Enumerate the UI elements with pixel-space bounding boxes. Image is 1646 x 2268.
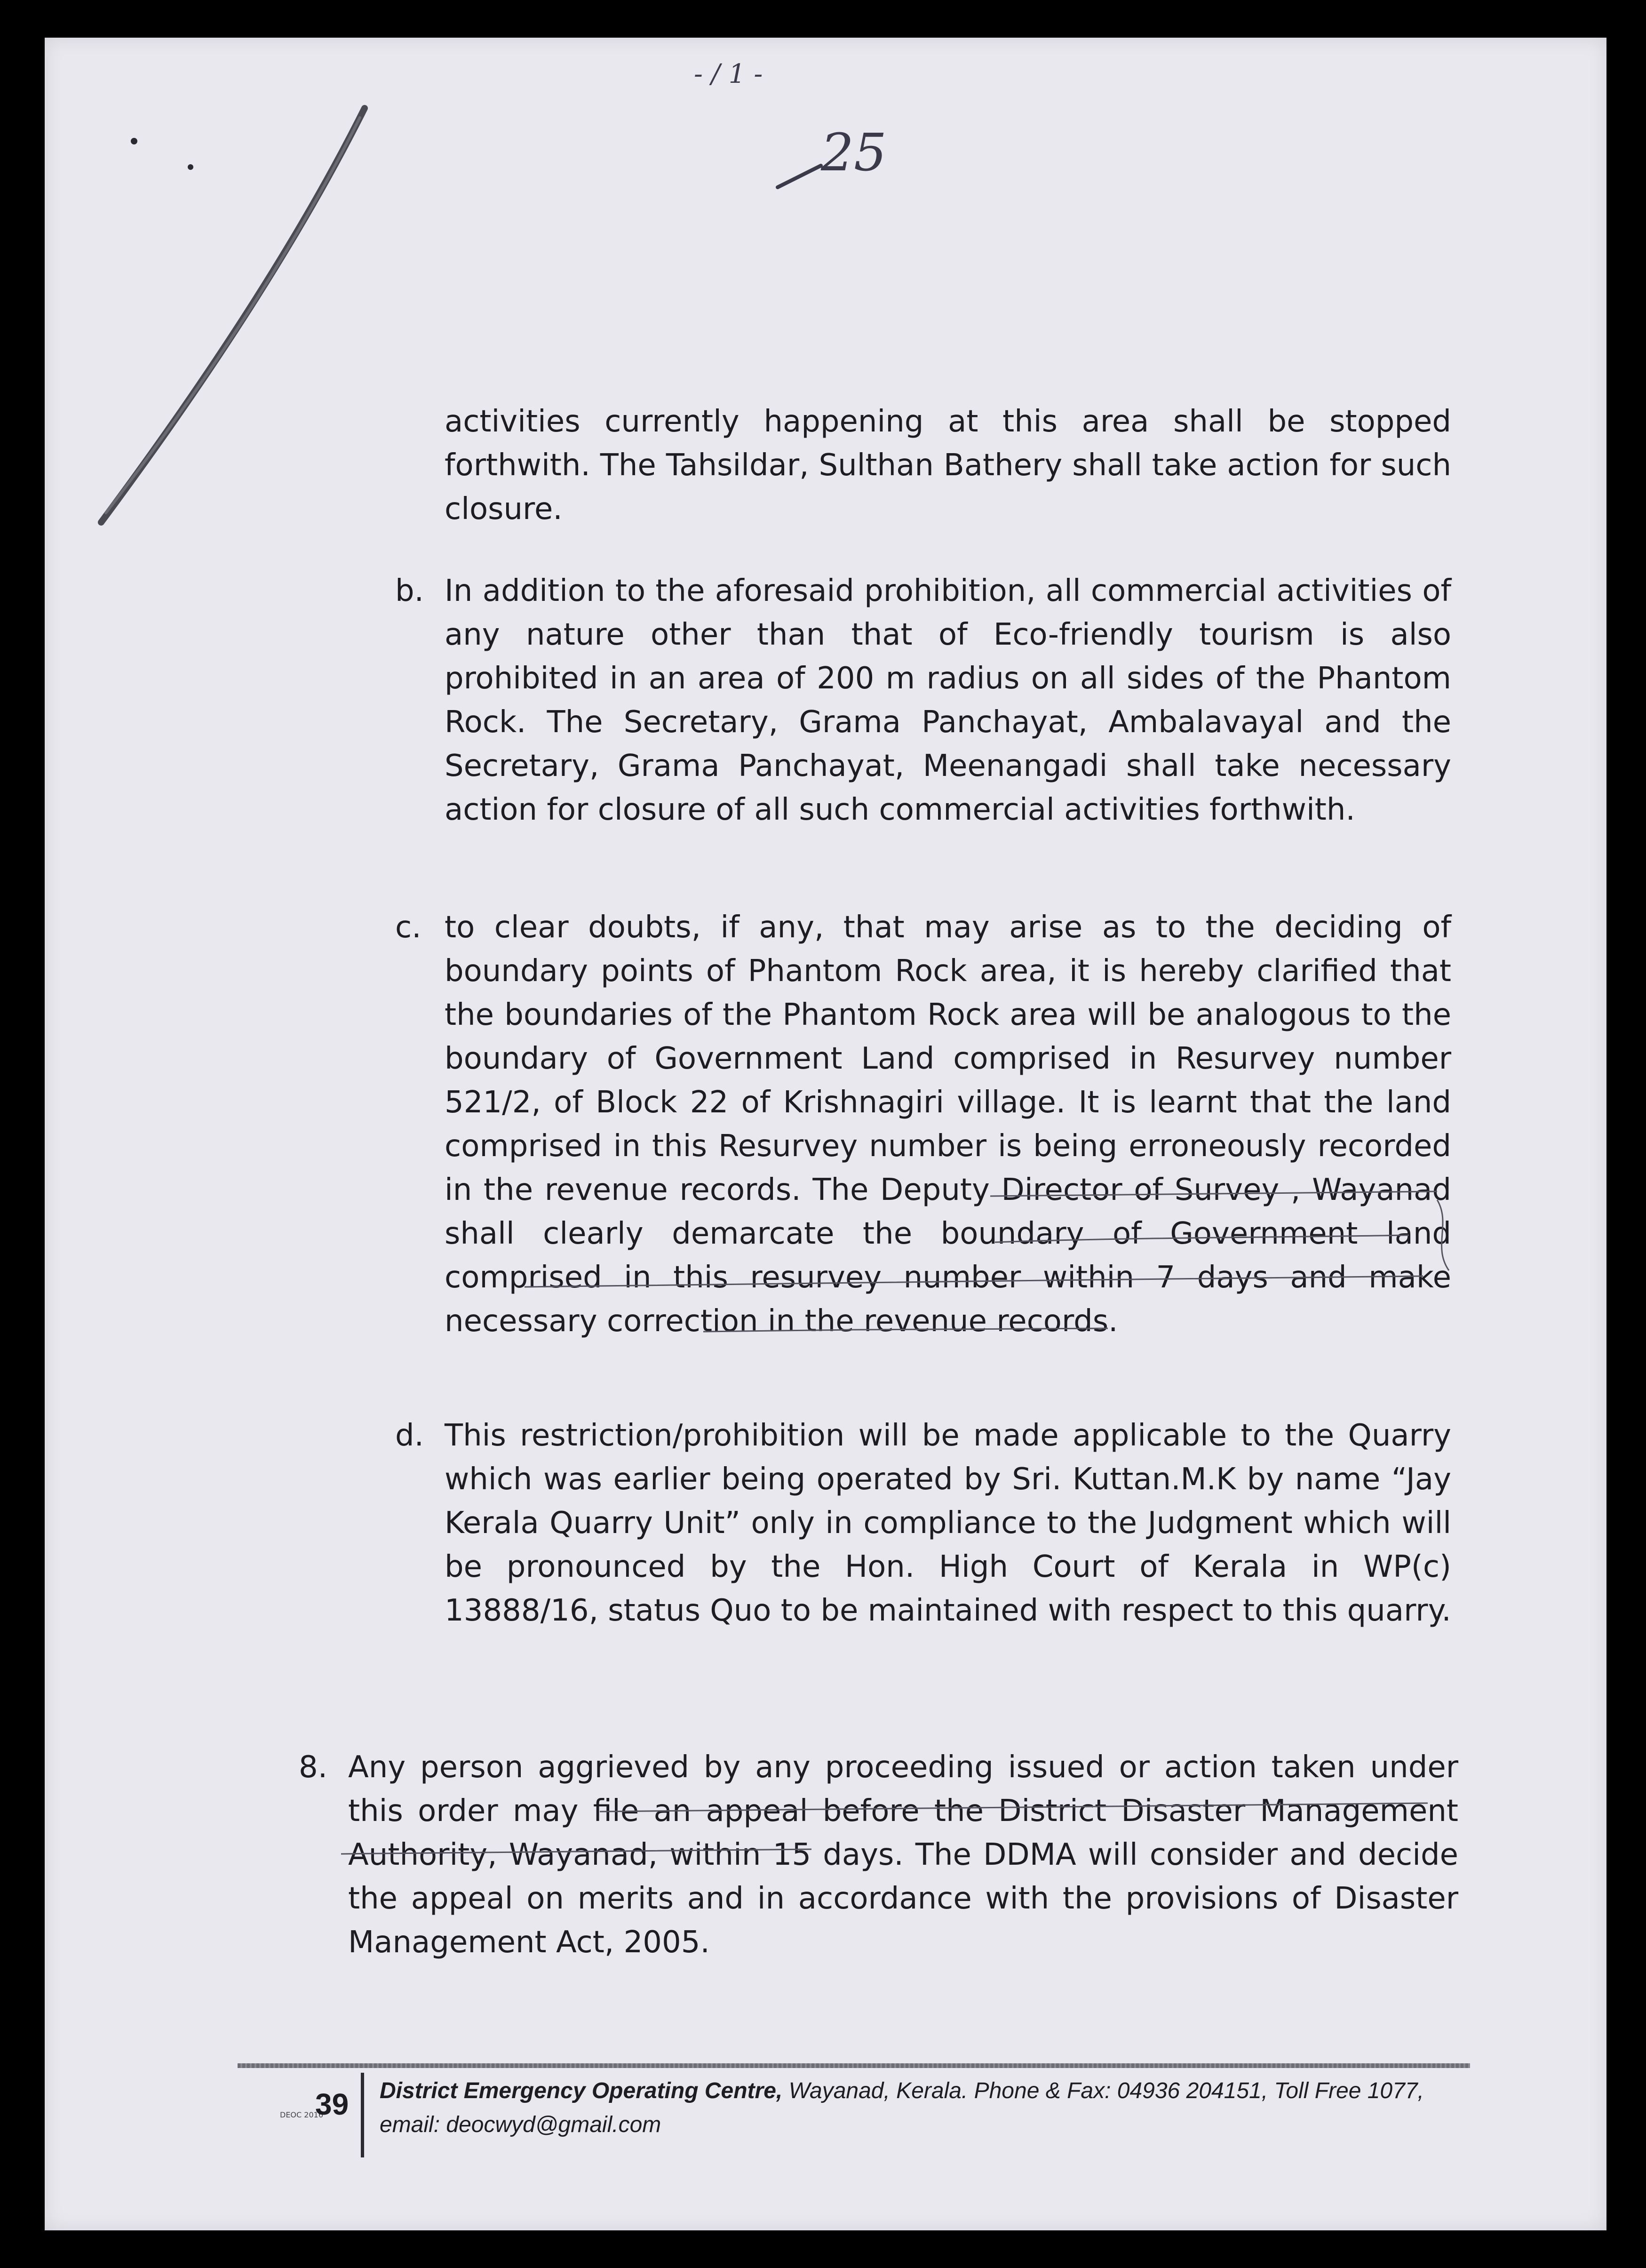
item-8-text: Any person aggrieved by any proceeding issued or action taken under this order may file an appeal before the District Disaster Management Authority, Wayanad, within 15 days. The DDMA will consider and decide the appeal on merits and in accordance with the provisions of Disaster Management Act, 2005. <box>348 1750 1458 1960</box>
pen-stroke-mark <box>64 66 393 536</box>
item-8-marker: 8. <box>299 1750 328 1785</box>
item-8-underline-annotations <box>336 1779 1465 1896</box>
footer-details: Wayanad, Kerala. Phone & Fax: 04936 204151, Toll Free 1077, email: deocwyd@gmail.com <box>380 2078 1424 2137</box>
footer-divider <box>361 2073 364 2157</box>
paragraph-a-continuation: activities currently happening at this area shall be stopped forthwith. The Tahsildar, Sulthan Bathery shall take action for such closure. <box>445 404 1451 527</box>
handwritten-top-mark: -/1- <box>694 59 771 89</box>
footer-tiny-label: DEOC 2016 <box>280 2110 323 2119</box>
footer-rule <box>238 2063 1470 2068</box>
document-page <box>45 38 1606 2230</box>
handwritten-page-mark: 25 <box>821 122 887 183</box>
footer-org-name: District Emergency Operating Centre, <box>380 2078 783 2103</box>
footer-contact <box>380 2074 1471 2142</box>
paragraph-c-text: to clear doubts, if any, that may arise as to the deciding of boundary points of Phantom Rock area, it is hereby clarified that the boundaries of the Phantom Rock area will be analogous to the boundary of Government Land comprised in Resurvey number 521/2, of Block 22 of Krishnagiri village. It is learnt that the land comprised in this Resurvey number is being erroneously recorded in the revenue records. The Deputy Director of Survey , Wayanad shall clearly demarcate the boundary of Government land comprised in this resurvey number within 7 days and make necessary correction in the revenue records. <box>445 910 1451 1339</box>
paragraph-b-marker: b. <box>395 574 424 608</box>
paragraph-d-marker: d. <box>395 1418 424 1453</box>
footer-page-number: 39 <box>315 2087 349 2121</box>
handwritten-dash <box>774 160 826 193</box>
paragraph-c-marker: c. <box>395 910 421 945</box>
paragraph-b-text: In addition to the aforesaid prohibition, all commercial activities of any nature other than that of Eco-friendly tourism is also prohibited in an area of 200 m radius on all sides of the Phantom Rock. The Secretary, Grama Panchayat, Ambalavayal and the Secretary, Grama Panchayat, Meenangadi shall take necessary action for closure of all such commercial activities forthwith. <box>445 574 1451 827</box>
paragraph-d-text: This restriction/prohibition will be made applicable to the Quarry which was earlier being operated by Sri. Kuttan.M.K by name “Jay Kerala Quarry Unit” only in compliance to the Judgment which will be pronounced by the Hon. High Court of Kerala in WP(c) 13888/16, status Quo to be maintained with respect to this quarry. <box>445 1418 1451 1628</box>
pen-underline-annotations <box>515 1167 1503 1402</box>
